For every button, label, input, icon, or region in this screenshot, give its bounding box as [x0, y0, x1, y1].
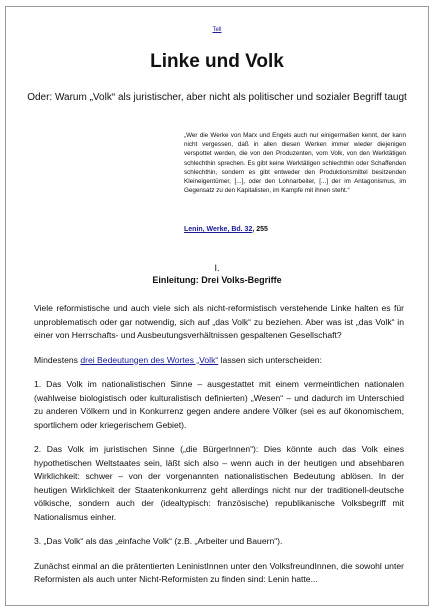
- epigraph-source: [184, 226, 268, 233]
- paragraph-meanings-tail: lassen sich unterscheiden:: [218, 354, 322, 365]
- section-number: I.: [214, 263, 220, 273]
- article-body: [34, 302, 404, 598]
- page-title: Linke und Volk: [150, 51, 284, 72]
- paragraph-meanings-lead: Mindestens: [34, 354, 81, 365]
- epigraph-source-link[interactable]: Lenin, Werke, Bd. 32: [184, 226, 253, 233]
- paragraph-meaning-3: 3. „Das Volk“ als das „einfache Volk“ (z.B. „Arbeiter und Bauern“).: [34, 536, 283, 546]
- epigraph-quote: „Wer die Werke von Marx und Engels auch nur einigermaßen kennt, der kann nicht vergessen, daß in allen diesen Werken immer wieder diejenigen verspottet werden, die von den Produzenten, vom Volk, von den Werktätigen schlechthin sprechen. Es gibt keine Werktätigen schlechthin oder Schaffenden schlechthin, sondern es gibt entweder den Produktionsmittel besitzenden Kleineigentümer, [...], oder den Lohnarbeiter, [...] der im Antagonismus, im Gegensatz zu den Kapitalisten, im Kampfe mit ihnen steht.“: [184, 132, 406, 195]
- document-page: [5, 6, 429, 606]
- paragraph-intro: Viele reformistische und auch viele sich als nicht-reformistisch verstehende Linke halten es für unproblematisch oder gar notwendig, sich auf „das Volk“ zu beziehen. Aber was ist „das Volk“ in einer von Herrschafts- und Ausbeutungsverhältnissen gespaltenen Gesellschaft?: [34, 303, 404, 340]
- meanings-link[interactable]: drei Bedeutungen des Wortes „Volk“: [80, 354, 219, 365]
- epigraph-source-page: , 255: [252, 226, 268, 233]
- paragraph-meanings: [34, 354, 404, 368]
- paragraph-meaning-1: 1. Das Volk im nationalistischen Sinne – ausgestattet mit einem vermeintlichen nationalen (wahlweise biologistisch oder kulturalistisch definierten) „Wesen“ – und dadurch im Unterschied zu anderen Völkern und in Konkurrenz gegen andere andere Völker (sei es auf ökonomischem, sportlichem oder kriegerischem Gebiet).: [34, 379, 404, 430]
- top-link-container: [6, 27, 428, 33]
- paragraph-continuation: Zunächst einmal an die prätentierten LeninistInnen unter den VolksfreundInnen, die sowohl unter Reformisten als auch unter Nicht-Reformisten zu finden sind: Lenin hatte...: [34, 560, 404, 584]
- page-subtitle: Oder: Warum „Volk“ als juristischer, aber nicht als politischer und sozialer Begriff taugt: [27, 92, 407, 103]
- top-link[interactable]: Tell: [212, 27, 222, 33]
- section-title: Einleitung: Drei Volks-Begriffe: [152, 275, 282, 285]
- paragraph-meaning-2: 2. Das Volk im juristischen Sinne („die BürgerInnen“): Dies könnte auch das Volk eines hypothetischen Weltstaates sein, läßt sich also – wenn auch in der heutigen und absehbaren Wirklichkeit: schwer – von der vorgenannten nationalistischen Bedeutung ablösen. In der heutigen Wirklichkeit der Staatenkonkurrenz geht allerdings nicht nur der traditionell-deutsche völkische, sondern auch der (idealtypisch: französische) republikanische Volksbegriff mit Nationalismus einher.: [34, 444, 404, 522]
